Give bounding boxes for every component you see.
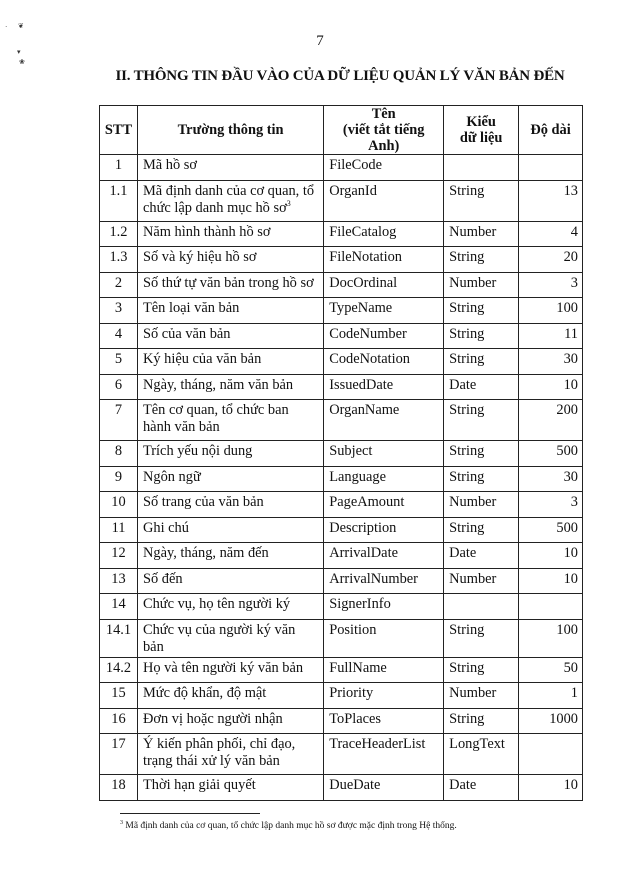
cell-field	[137, 247, 323, 273]
cell-length	[519, 272, 583, 298]
cell-type	[444, 155, 519, 181]
cell-field	[137, 708, 323, 734]
cell-name-text: FullName	[329, 659, 387, 676]
cell-stt-text: 3	[114, 300, 123, 316]
cell-name	[324, 349, 444, 375]
table-row	[100, 619, 583, 657]
cell-length	[519, 180, 583, 221]
cell-field-text: Mã hồ sơ	[142, 157, 197, 173]
cell-name	[324, 180, 444, 221]
cell-type-text: String	[449, 300, 485, 316]
cell-field	[137, 272, 323, 298]
cell-field	[137, 155, 323, 181]
cell-type-text: Number	[449, 223, 497, 240]
cell-field-text: Chức vụ của người ký văn bản	[142, 621, 296, 655]
cell-type	[444, 180, 519, 221]
cell-type	[444, 708, 519, 734]
cell-length	[519, 155, 583, 181]
header-type-line2: dữ liệu	[459, 130, 503, 146]
cell-stt	[100, 594, 138, 620]
cell-field-text: Số trang của văn bản	[142, 494, 264, 510]
cell-name	[324, 155, 444, 181]
cell-type-text: LongText	[449, 736, 505, 752]
cell-name-text: DueDate	[329, 777, 381, 793]
cell-name-text: Language	[329, 468, 386, 485]
cell-name	[324, 492, 444, 518]
page-number: 7	[316, 33, 324, 49]
cell-type	[444, 492, 519, 518]
cell-name-text: Position	[329, 621, 377, 638]
table-row	[100, 775, 583, 801]
cell-stt-text: 1	[114, 157, 123, 173]
cell-name-text: CodeNotation	[329, 351, 410, 367]
cell-length	[519, 374, 583, 400]
cell-stt-text: 17	[111, 736, 126, 752]
cell-name	[324, 517, 444, 543]
cell-field	[137, 683, 323, 709]
cell-type-text: Date	[449, 376, 477, 393]
cell-length-text: 10	[563, 570, 578, 587]
cell-name	[324, 323, 444, 349]
header-field: Trường thông tin	[137, 106, 323, 155]
cell-field-text: Số đến	[142, 570, 183, 587]
cell-stt-text: 13	[111, 570, 126, 587]
cell-stt-text: 14.2	[105, 659, 132, 676]
cell-length-text: 1	[570, 685, 578, 701]
cell-stt	[100, 272, 138, 298]
cell-field	[137, 775, 323, 801]
cell-length-text: 30	[563, 468, 578, 485]
header-name	[324, 106, 444, 155]
header-name-line2: (viết tắt tiếng Anh)	[342, 122, 425, 154]
table-row	[100, 708, 583, 734]
cell-name	[324, 708, 444, 734]
cell-stt	[100, 374, 138, 400]
cell-type	[444, 594, 519, 620]
cell-stt	[100, 734, 138, 775]
cell-stt	[100, 492, 138, 518]
cell-field-text: Ý kiến phân phối, chỉ đạo, trạng thái xử lý văn bản	[142, 736, 296, 769]
cell-type-text: String	[449, 710, 485, 727]
table-row	[100, 180, 583, 221]
cell-stt-text: 10	[111, 494, 126, 510]
cell-name	[324, 441, 444, 467]
cell-stt	[100, 568, 138, 594]
table-row	[100, 298, 583, 324]
cell-name-text: ArrivalNumber	[329, 570, 418, 587]
table-body	[100, 155, 583, 801]
cell-type-text: String	[449, 443, 485, 459]
cell-field-text: Số và ký hiệu hồ sơ	[142, 249, 257, 265]
cell-field	[137, 323, 323, 349]
cell-type	[444, 441, 519, 467]
cell-length	[519, 708, 583, 734]
cell-name	[324, 683, 444, 709]
footnote-number: 3	[120, 819, 123, 826]
cell-type-text: String	[449, 659, 485, 676]
table-row	[100, 349, 583, 375]
cell-length	[519, 543, 583, 569]
cell-stt	[100, 683, 138, 709]
cell-field	[137, 568, 323, 594]
cell-stt-text: 11	[111, 519, 126, 536]
cell-length-text: 100	[556, 300, 578, 316]
cell-field-text: Mức độ khẩn, độ mật	[142, 685, 267, 701]
cell-name-text: Description	[329, 519, 397, 536]
cell-stt-text: 2	[114, 274, 123, 291]
cell-type	[444, 568, 519, 594]
cell-type-text: String	[449, 468, 485, 485]
cell-length-text: 11	[564, 325, 578, 342]
cell-field	[137, 221, 323, 247]
cell-stt-text: 8	[114, 443, 123, 459]
cell-field	[137, 374, 323, 400]
cell-type	[444, 734, 519, 775]
cell-name	[324, 594, 444, 620]
cell-name	[324, 568, 444, 594]
cell-field-text: Tên loại văn bản	[142, 300, 240, 316]
cell-length-text: 13	[563, 182, 578, 199]
cell-stt-text: 14	[111, 596, 126, 612]
cell-length	[519, 775, 583, 801]
cell-field	[137, 441, 323, 467]
cell-name	[324, 374, 444, 400]
cell-length	[519, 492, 583, 518]
cell-stt-text: 9	[114, 468, 123, 485]
cell-type	[444, 298, 519, 324]
cell-field-text: Trích yếu nội dung	[142, 443, 253, 459]
cell-field-text: Ngày, tháng, năm văn bản	[142, 376, 294, 393]
cell-name	[324, 221, 444, 247]
cell-length	[519, 657, 583, 683]
cell-type	[444, 543, 519, 569]
cell-name	[324, 466, 444, 492]
table-row	[100, 441, 583, 467]
header-type-line1: Kiểu	[466, 114, 496, 130]
cell-name	[324, 657, 444, 683]
cell-name-text: OrganId	[329, 182, 377, 199]
cell-type-text: Number	[449, 494, 497, 510]
cell-name	[324, 400, 444, 441]
cell-field	[137, 492, 323, 518]
cell-type	[444, 517, 519, 543]
cell-stt-text: 7	[114, 402, 123, 418]
cell-length	[519, 441, 583, 467]
table-row	[100, 657, 583, 683]
cell-field	[137, 517, 323, 543]
cell-type	[444, 775, 519, 801]
cell-stt	[100, 221, 138, 247]
cell-name-text: ArrivalDate	[329, 545, 398, 561]
cell-stt-text: 5	[114, 351, 123, 367]
cell-stt-text: 16	[111, 710, 126, 727]
cell-length-text: 30	[563, 351, 578, 367]
cell-stt-text: 12	[111, 545, 126, 561]
cell-name	[324, 247, 444, 273]
cell-type-text: Date	[449, 777, 477, 793]
cell-length-text: 4	[570, 223, 578, 240]
cell-length-text: 500	[556, 519, 578, 536]
cell-name-text: FileNotation	[329, 249, 402, 265]
cell-length	[519, 568, 583, 594]
cell-name-text: TraceHeaderList	[329, 736, 426, 752]
cell-type	[444, 323, 519, 349]
cell-length-text: 3	[570, 274, 578, 291]
cell-stt	[100, 708, 138, 734]
cell-type	[444, 349, 519, 375]
cell-stt	[100, 247, 138, 273]
cell-field-text: Ký hiệu của văn bản	[142, 351, 262, 367]
cell-length	[519, 594, 583, 620]
cell-field	[137, 466, 323, 492]
cell-type	[444, 657, 519, 683]
cell-name-text: FileCatalog	[329, 223, 397, 240]
cell-name	[324, 298, 444, 324]
cell-field-text: Số thứ tự văn bản trong hồ sơ	[142, 274, 314, 291]
cell-field-text: Ngôn ngữ	[142, 468, 201, 485]
table-row	[100, 543, 583, 569]
cell-length-text: 3	[570, 494, 578, 510]
footnote-text: Mã định danh của cơ quan, tổ chức lập danh mục hồ sơ được mặc định trong Hệ thống.	[125, 821, 457, 831]
cell-length	[519, 247, 583, 273]
cell-name-text: DocOrdinal	[329, 274, 398, 291]
table-row	[100, 683, 583, 709]
data-fields-table	[99, 105, 583, 801]
cell-length	[519, 466, 583, 492]
cell-field-text: Tên cơ quan, tổ chức ban hành văn bản	[142, 402, 289, 435]
cell-name-text: IssuedDate	[329, 376, 394, 393]
cell-field-text: Năm hình thành hồ sơ	[142, 223, 271, 240]
footnote-ref: 3	[286, 198, 291, 208]
cell-type-text: String	[449, 351, 485, 367]
cell-field	[137, 400, 323, 441]
cell-stt	[100, 543, 138, 569]
cell-type-text: String	[449, 325, 485, 342]
cell-field	[137, 619, 323, 657]
cell-name-text: FileCode	[329, 157, 382, 173]
cell-stt-text: 6	[114, 376, 123, 393]
cell-type-text: Number	[449, 274, 497, 291]
cell-field-text: Đơn vị hoặc người nhận	[142, 710, 283, 727]
cell-type-text: Number	[449, 685, 497, 701]
cell-stt-text: 1.2	[109, 223, 128, 240]
cell-type	[444, 247, 519, 273]
cell-field	[137, 734, 323, 775]
header-name-line1: Tên	[371, 106, 396, 122]
cell-type-text: String	[449, 402, 485, 418]
cell-name-text: PageAmount	[329, 494, 405, 510]
cell-length	[519, 683, 583, 709]
cell-stt-text: 1.3	[109, 249, 128, 265]
cell-field-text: Thời hạn giải quyết	[142, 777, 256, 793]
cell-stt	[100, 349, 138, 375]
cell-length	[519, 323, 583, 349]
cell-field	[137, 180, 323, 221]
cell-field-text: Số của văn bản	[142, 325, 231, 342]
table-row	[100, 594, 583, 620]
cell-length-text: 10	[563, 545, 578, 561]
cell-stt	[100, 441, 138, 467]
cell-stt-text: 15	[111, 685, 126, 701]
cell-stt	[100, 619, 138, 657]
cell-field	[137, 657, 323, 683]
cell-name-text: Priority	[329, 685, 374, 701]
cell-length	[519, 619, 583, 657]
cell-type	[444, 400, 519, 441]
cell-length	[519, 349, 583, 375]
cell-type-text: String	[449, 519, 485, 536]
cell-length-text: 200	[556, 402, 578, 418]
cell-type-text: Date	[449, 545, 477, 561]
cell-name-text: ToPlaces	[329, 710, 381, 727]
cell-name-text: TypeName	[329, 300, 393, 316]
table-row	[100, 155, 583, 181]
cell-name-text: SignerInfo	[329, 596, 391, 612]
cell-stt-text: 4	[114, 325, 123, 342]
table-header-row	[100, 106, 583, 155]
cell-stt	[100, 298, 138, 324]
cell-length-text: 50	[563, 659, 578, 676]
table-row	[100, 734, 583, 775]
cell-length-text: 1000	[549, 710, 578, 727]
cell-type	[444, 683, 519, 709]
table-row	[100, 466, 583, 492]
cell-length-text: 500	[556, 443, 578, 459]
cell-length	[519, 400, 583, 441]
table-row	[100, 221, 583, 247]
cell-type-text: Number	[449, 570, 497, 587]
cell-name-text: CodeNumber	[329, 325, 407, 342]
cell-stt	[100, 323, 138, 349]
cell-length-text: 10	[563, 777, 578, 793]
cell-stt	[100, 657, 138, 683]
cell-field-text: Mã định danh của cơ quan, tổ chức lập danh mục hồ sơ	[142, 182, 315, 216]
header-stt: STT	[100, 106, 138, 155]
table-row	[100, 272, 583, 298]
cell-field-text: Chức vụ, họ tên người ký	[142, 596, 291, 612]
header-type	[444, 106, 519, 155]
header-length: Độ dài	[519, 106, 583, 155]
cell-name	[324, 543, 444, 569]
cell-stt	[100, 517, 138, 543]
cell-length-text: 20	[563, 249, 578, 265]
cell-length	[519, 221, 583, 247]
cell-type	[444, 221, 519, 247]
cell-name	[324, 734, 444, 775]
cell-type-text: String	[449, 182, 485, 199]
cell-length-text: 10	[563, 376, 578, 393]
cell-stt-text: 1.1	[109, 182, 128, 199]
table-row	[100, 400, 583, 441]
table-row	[100, 492, 583, 518]
cell-type-text: String	[449, 249, 485, 265]
cell-length-text: 100	[556, 621, 578, 638]
cell-stt	[100, 466, 138, 492]
table-row	[100, 247, 583, 273]
table-row	[100, 323, 583, 349]
section-title: II. THÔNG TIN ĐẦU VÀO CỦA DỮ LIỆU QUẢN LÝ VĂN BẢN ĐẾN	[115, 68, 565, 84]
cell-field-text: Ghi chú	[142, 519, 189, 536]
cell-field-text: Ngày, tháng, năm đến	[142, 545, 269, 561]
cell-type	[444, 272, 519, 298]
cell-name	[324, 619, 444, 657]
cell-type	[444, 374, 519, 400]
cell-stt	[100, 155, 138, 181]
cell-stt-text: 18	[111, 777, 126, 793]
cell-length	[519, 298, 583, 324]
cell-field	[137, 349, 323, 375]
cell-name	[324, 272, 444, 298]
cell-field	[137, 594, 323, 620]
cell-name-text: Subject	[329, 443, 373, 459]
cell-name	[324, 775, 444, 801]
cell-type	[444, 466, 519, 492]
table-row	[100, 374, 583, 400]
cell-field	[137, 543, 323, 569]
cell-stt	[100, 775, 138, 801]
cell-type	[444, 619, 519, 657]
table-row	[100, 568, 583, 594]
cell-stt-text: 14.1	[105, 621, 132, 638]
table-row	[100, 517, 583, 543]
footnote-divider	[120, 813, 260, 814]
cell-field	[137, 298, 323, 324]
cell-length	[519, 734, 583, 775]
cell-stt	[100, 180, 138, 221]
cell-field-text: Họ và tên người ký văn bản	[142, 659, 304, 676]
cell-length	[519, 517, 583, 543]
cell-stt	[100, 400, 138, 441]
cell-type-text: String	[449, 621, 485, 638]
cell-name-text: OrganName	[329, 402, 400, 418]
footnote	[120, 821, 457, 831]
